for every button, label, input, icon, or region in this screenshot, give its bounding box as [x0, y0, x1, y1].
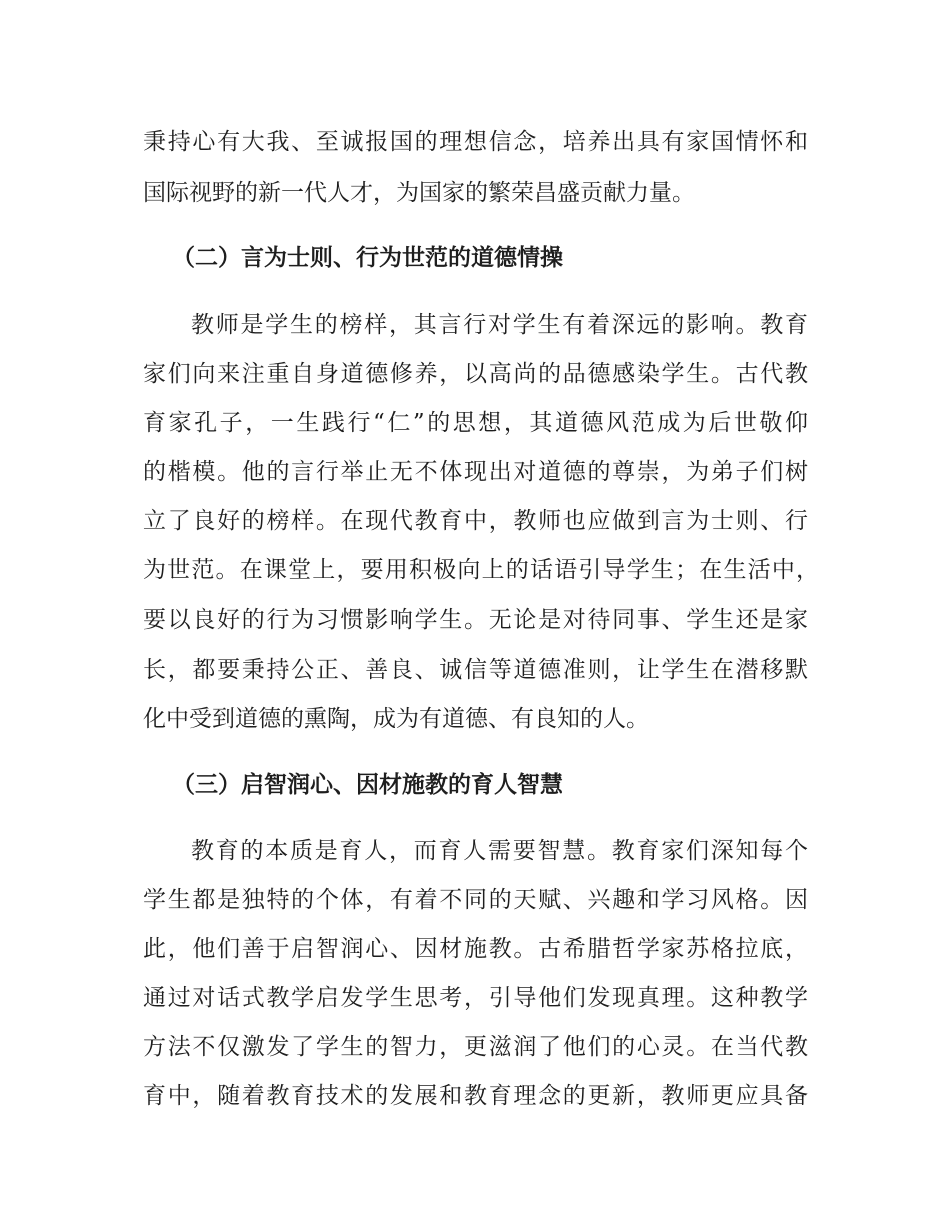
paragraph-line: 的楷模。他的言行举止无不体现出对道德的尊崇，为弟子们树	[143, 459, 808, 485]
section-heading-3: （三）启智润心、因材施教的育人智慧	[172, 772, 563, 798]
paragraph-line: 育中，随着教育技术的发展和教育理念的更新，教师更应具备	[143, 1083, 808, 1109]
paragraph-line: 育家孔子，一生践行“仁”的思想，其道德风范成为后世敬仰	[143, 410, 808, 436]
paragraph-line: 方法不仅激发了学生的智力，更滋润了他们的心灵。在当代教	[143, 1034, 808, 1060]
paragraph-line: 教师是学生的榜样，其言行对学生有着深远的影响。教育	[191, 312, 808, 338]
paragraph-line: 家们向来注重自身道德修养，以高尚的品德感染学生。古代教	[143, 361, 808, 387]
paragraph-line: 化中受到道德的熏陶，成为有道德、有良知的人。	[143, 706, 649, 732]
paragraph-line: 要以良好的行为习惯影响学生。无论是对待同事、学生还是家	[143, 607, 808, 633]
paragraph-line: 教育的本质是育人，而育人需要智慧。教育家们深知每个	[191, 838, 808, 864]
paragraph-line: 长，都要秉持公正、善良、诚信等道德准则，让学生在潜移默	[143, 657, 808, 683]
paragraph-line: 国际视野的新一代人才，为国家的繁荣昌盛贡献力量。	[143, 180, 695, 206]
paragraph-line: 通过对话式教学启发学生思考，引导他们发现真理。这种教学	[143, 985, 808, 1011]
paragraph-line: 学生都是独特的个体，有着不同的天赋、兴趣和学习风格。因	[143, 887, 808, 913]
section-heading-2: （二）言为士则、行为世范的道德情操	[172, 245, 563, 271]
paragraph-line: 立了良好的榜样。在现代教育中，教师也应做到言为士则、行	[143, 508, 808, 534]
paragraph-line: 为世范。在课堂上，要用积极向上的话语引导学生；在生活中，	[143, 557, 819, 583]
paragraph-line: 秉持心有大我、至诚报国的理想信念，培养出具有家国情怀和	[143, 129, 808, 155]
paragraph-line: 此，他们善于启智润心、因材施教。古希腊哲学家苏格拉底，	[143, 936, 808, 962]
